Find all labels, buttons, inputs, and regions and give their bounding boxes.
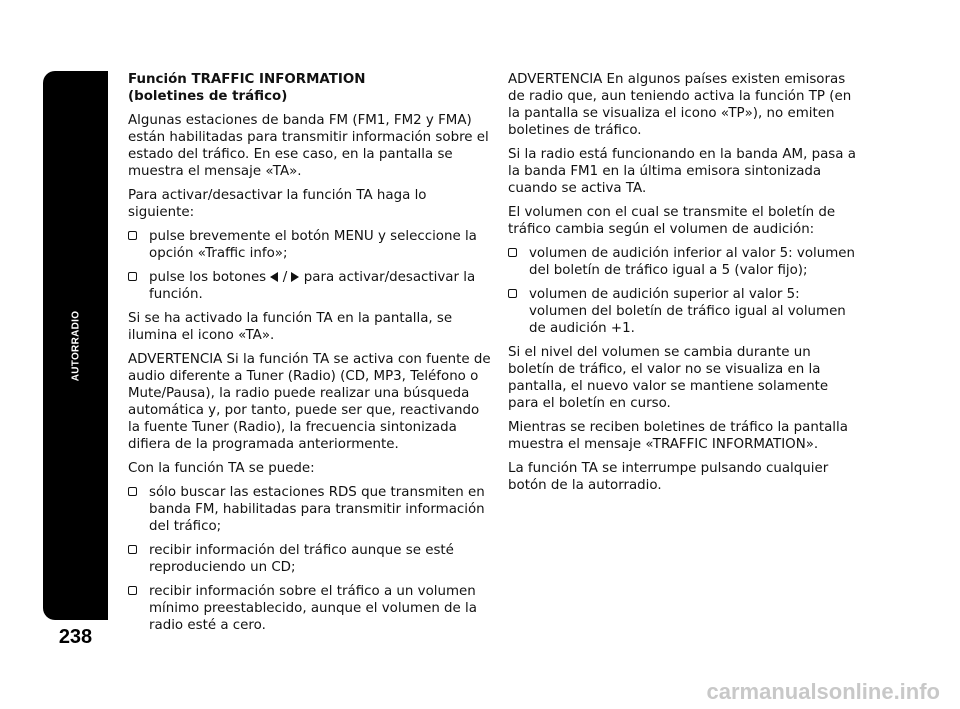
slash-separator: /	[282, 270, 288, 285]
paragraph: La función TA se interrumpe pulsando cualquier botón de la autorradio.	[508, 461, 829, 493]
checkbox-bullet-icon	[508, 248, 517, 257]
checkbox-bullet-icon	[508, 289, 517, 298]
list-item-text: recibir información sobre el tráfico a un volumen mínimo preestablecido, aunque el volumen de la radio esté a cero.	[149, 584, 477, 633]
list-item	[128, 583, 492, 634]
heading-line-1: Función TRAFFIC INFORMATION	[128, 72, 366, 87]
checkbox-bullet-icon	[128, 272, 137, 281]
paragraph: Con la función TA se puede:	[128, 461, 315, 476]
list-item-text: volumen de audición superior al valor 5: volumen del boletín de tráfico igual al volumen de audición +1.	[529, 287, 846, 336]
list-item	[128, 542, 492, 576]
arrow-left-icon	[270, 272, 278, 282]
list-item	[128, 484, 492, 535]
paragraph: Si el nivel del volumen se cambia durante un boletín de tráfico, el valor no se visualiza en la pantalla, el nuevo valor se mantiene solamente para el boletín en curso.	[508, 345, 829, 411]
list-item-text: recibir información del tráfico aunque se esté reproduciendo un CD;	[149, 543, 454, 575]
section-label: AUTORRADIO	[70, 310, 82, 382]
list-item-text-pre: pulse los botones	[149, 270, 267, 285]
checkbox-bullet-icon	[128, 231, 137, 240]
list-item-text: pulse brevemente el botón MENU y seleccione la opción «Traffic info»;	[149, 229, 477, 261]
right-column	[508, 71, 856, 501]
paragraph: Si la radio está funcionando en la banda AM, pasa a la banda FM1 en la última emisora sintonizada cuando se activa TA.	[508, 147, 856, 196]
section-heading	[128, 71, 492, 105]
checkbox-bullet-icon	[128, 487, 137, 496]
list-item	[508, 245, 856, 279]
list-item	[508, 286, 856, 337]
paragraph: Para activar/desactivar la función TA haga lo siguiente:	[128, 188, 427, 220]
list-item-text-post: para activar/desactivar la función.	[149, 270, 476, 302]
page-number: 238	[58, 626, 93, 648]
paragraph: Algunas estaciones de banda FM (FM1, FM2 y FMA) están habilitadas para transmitir información sobre el estado del tráfico. En ese caso, en la pantalla se muestra el mensaje «TA».	[128, 113, 489, 179]
checkbox-bullet-icon	[128, 545, 137, 554]
warning-paragraph: ADVERTENCIA En algunos países existen emisoras de radio que, aun teniendo activa la función TP (en la pantalla se visualiza el icono «TP»), no emiten boletines de tráfico.	[508, 72, 852, 138]
list-item	[128, 228, 492, 262]
list-item-text: sólo buscar las estaciones RDS que transmiten en banda FM, habilitadas para transmitir información del tráfico;	[149, 485, 485, 534]
paragraph: El volumen con el cual se transmite el boletín de tráfico cambia según el volumen de audición:	[508, 205, 836, 237]
site-watermark: carmanualsonline.info	[706, 679, 940, 704]
warning-paragraph: ADVERTENCIA Si la función TA se activa con fuente de audio diferente a Tuner (Radio) (CD, MP3, Teléfono o Mute/Pausa), la radio puede realizar una búsqueda automática y, por tanto, puede ser que, reactivando la fuente Tuner (Radio), la frecuencia sintonizada difiera de la programada anteriormente.	[128, 352, 491, 452]
paragraph: Si se ha activado la función TA en la pantalla, se ilumina el icono «TA».	[128, 311, 453, 343]
paragraph: Mientras se reciben boletines de tráfico la pantalla muestra el mensaje «TRAFFIC INFORMATION».	[508, 420, 848, 452]
left-column	[128, 71, 492, 641]
list-item-text: volumen de audición inferior al valor 5: volumen del boletín de tráfico igual a 5 (valor fijo);	[529, 246, 855, 278]
checkbox-bullet-icon	[128, 586, 137, 595]
arrow-right-icon	[291, 272, 299, 282]
list-item	[128, 269, 492, 303]
heading-line-2: (boletines de tráfico)	[128, 89, 288, 104]
